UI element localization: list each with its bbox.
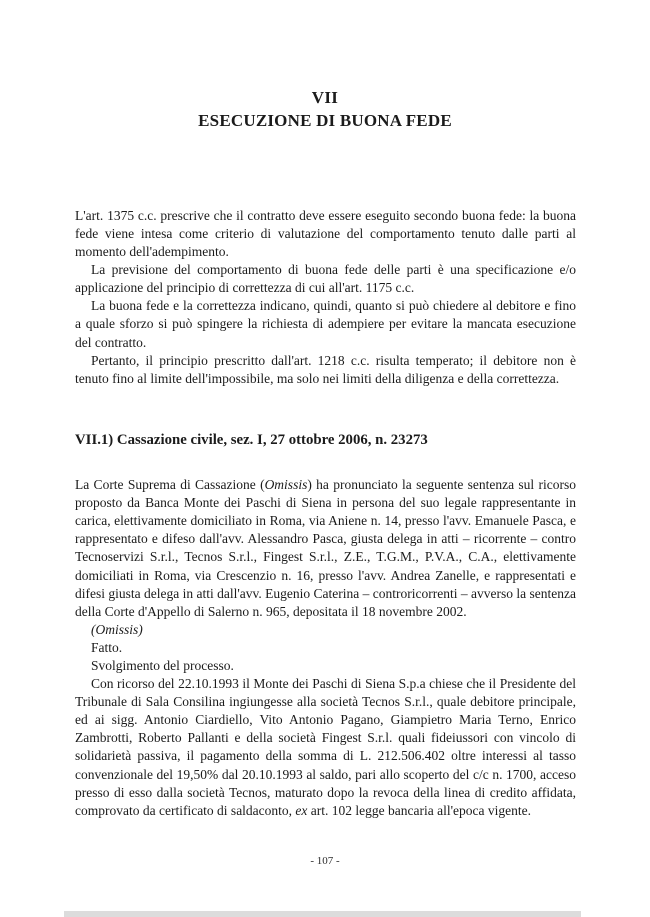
judgment-section xyxy=(75,476,576,820)
text-block xyxy=(75,207,576,820)
chapter-header xyxy=(0,0,650,133)
text-run: L'art. 1375 c.c. prescrive che il contratto deve essere eseguito secondo buona fede: la buona fede viene intesa come criterio di valutazione del comportamento tenuto dalle parti al momento dell'adempimento. xyxy=(75,207,576,260)
paragraph xyxy=(75,207,576,261)
paragraph xyxy=(75,476,576,621)
paragraph xyxy=(75,261,576,297)
paragraph xyxy=(75,621,576,639)
italic-text: ex xyxy=(295,802,308,818)
paragraph xyxy=(75,675,576,820)
text-run: La Corte Suprema di Cassazione ( xyxy=(75,477,265,493)
text-run: art. 102 legge bancaria all'epoca vigente. xyxy=(307,802,531,818)
page-number: - 107 - xyxy=(310,855,340,867)
text-run: La buona fede e la correttezza indicano, quindi, quanto si può chiedere al debitore e fino a quale sforzo si può spingere la richiesta di adempiere per evitare la mancata esecuzione del contratto. xyxy=(75,298,576,350)
italic-text: (Omissis) xyxy=(91,621,143,637)
section-heading: VII.1) Cassazione civile, sez. I, 27 ottobre 2006, n. 23273 xyxy=(75,431,428,448)
chapter-title: ESECUZIONE DI BUONA FEDE xyxy=(198,110,452,130)
text-run: Pertanto, il principio prescritto dall'art. 1218 c.c. risulta temperato; il debitore non è tenuto fino al limite dell'impossibile, ma solo nei limiti della diligenza e della correttezza. xyxy=(75,352,576,386)
text-run: Fatto. xyxy=(91,639,123,655)
text-run: La previsione del comportamento di buona fede delle parti è una specificazione e/o applicazione del principio di correttezza di cui all'art. 1175 c.c. xyxy=(75,262,576,296)
paragraph xyxy=(75,352,576,388)
paragraph xyxy=(75,297,576,351)
text-run: ) ha pronunciato la seguente sentenza sul ricorso proposto da Banca Monte dei Paschi di Siena in persona del suo legale rappresentante in carica, elettivamente domiciliato in Roma, via Aniene n. 14, presso l'avv. Emanuele Pasca, e rappresentato e difeso dall'avv. Alessandro Pasca, giusta delega in atti – ricorrente – contro Tecnoservizi S.r.l., Tecnos S.r.l., Fingest S.r.l., Z.E., T.G.M., P.V.A., C.A., elettivamente domiciliati in Roma, via Crescenzio n. 16, presso l'avv. Andrea Zanelle, e rappresentati e difesi giusta delega in atti dall'avv. Eugenio Caterina – controricorrenti – avverso la sentenza della Corte d'Appello di Salerno n. 965, depositata il 18 novembre 2002. xyxy=(75,477,576,619)
paragraph xyxy=(75,657,576,675)
italic-text: Omissis xyxy=(264,477,308,493)
paragraph xyxy=(75,639,576,657)
chapter-number: VII xyxy=(311,88,339,107)
intro-section xyxy=(75,207,576,388)
text-run: Svolgimento del processo. xyxy=(91,657,234,673)
page-bottom-strip xyxy=(64,911,581,917)
text-run: Con ricorso del 22.10.1993 il Monte dei Paschi di Siena S.p.a chiese che il Presidente del Tribunale di Sala Consilina ingiungesse alla società Tecnos S.r.l., quale debitore principale, ed ai sigg. Antonio Ciardiello, Vito Antonio Pagano, Giampietro Maria Terno, Enrico Zambrotti, Roberto Pallanti e della società Fingest S.r.l. quali fideiussori con vincolo di solidarietà passiva, il pagamento della somma di L. 212.506.402 oltre interessi al tasso convenzionale del 19,50% dal 20.10.1993 al saldo, pari allo scoperto del c/c n. 1700, acceso presso di esso dalla società Tecnos, maturato dopo la revoca della linea di credito affidata, comprovato da certificato di saldaconto, xyxy=(75,676,576,818)
